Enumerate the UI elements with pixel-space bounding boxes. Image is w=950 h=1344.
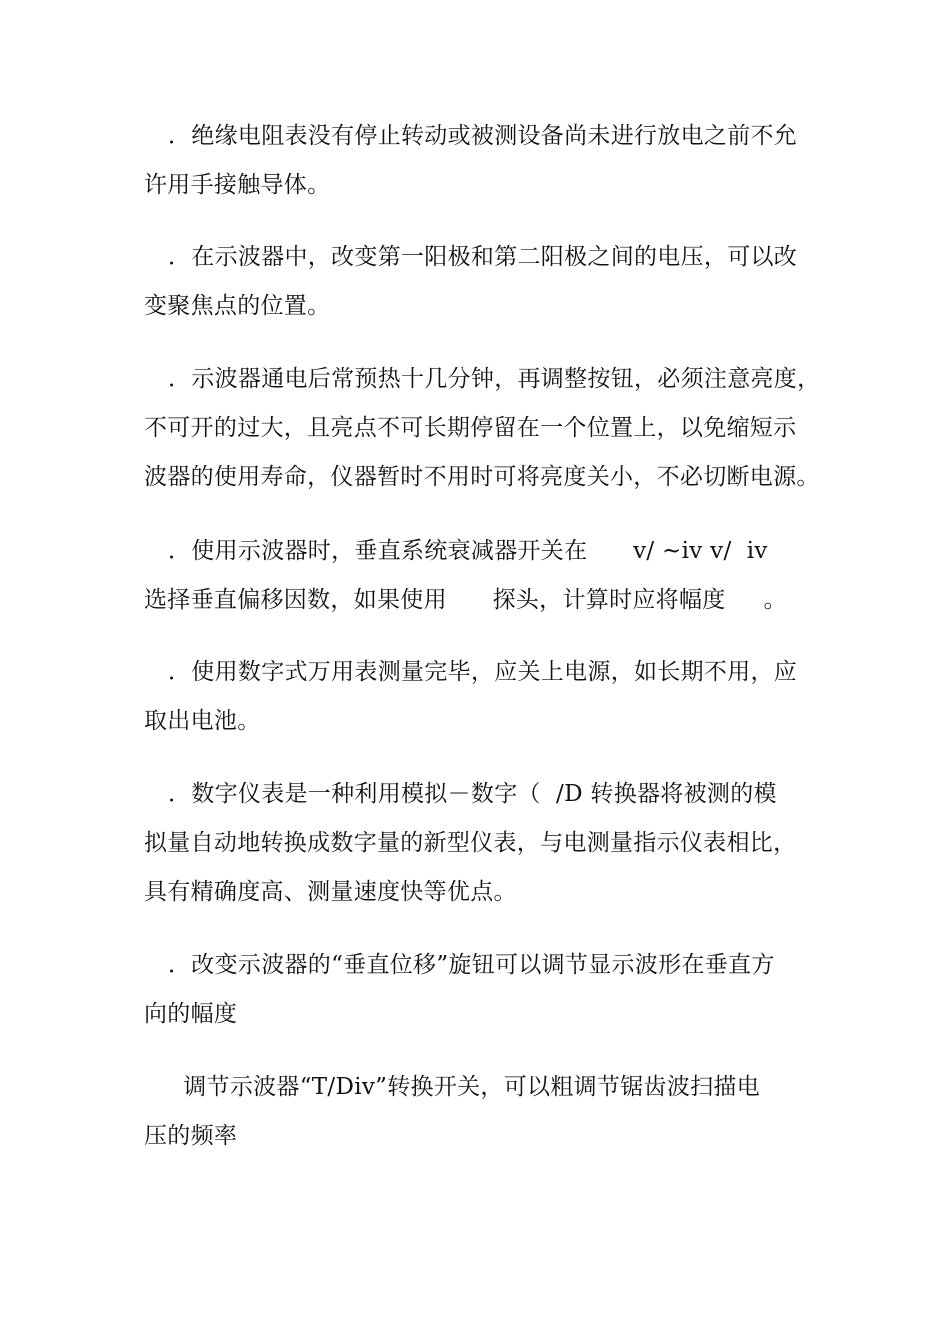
text-line: ．数字仪表是一种利用模拟－数字（ /D 转换器将被测的模 (168, 781, 777, 807)
text-line: 压的频率 (144, 1123, 238, 1149)
text-line: 取出电池。 (144, 708, 261, 734)
text-line: 具有精确度高、测量速度快等优点。 (144, 879, 517, 905)
text-line: ．使用数字式万用表测量完毕，应关上电源，如长期不用，应 (168, 659, 798, 685)
text-line: 拟量自动地转换成数字量的新型仪表，与电测量指示仪表相比， (144, 830, 797, 856)
text-line: 许用手接触导体。 (144, 172, 331, 198)
text-line: ．在示波器中，改变第一阳极和第二阳极之间的电压，可以改 (168, 244, 798, 270)
text-line: 变聚焦点的位置。 (144, 293, 331, 319)
text-line: 不可开的过大，且亮点不可长期停留在一个位置上，以免缩短示 (144, 415, 797, 441)
text-line: ．改变示波器的“垂直位移”旋钮可以调节显示波形在垂直方 (168, 952, 775, 978)
text-line: ．示波器通电后常预热十几分钟，再调整按钮，必须注意亮度， (168, 366, 821, 392)
text-line: ．绝缘电阻表没有停止转动或被测设备尚未进行放电之前不允 (168, 123, 798, 149)
text-line: 调节示波器“T/Div”转换开关，可以粗调节锯齿波扫描电 (168, 1074, 761, 1100)
text-line: ．使用示波器时，垂直系统衰减器开关在 v/ ~iv v/ iv (168, 538, 768, 564)
text-line: 向的幅度 (144, 1001, 238, 1027)
text-line: 选择垂直偏移因数，如果使用 探头，计算时应将幅度 。 (144, 587, 787, 613)
text-line: 波器的使用寿命，仪器暂时不用时可将亮度关小，不必切断电源。 (144, 464, 820, 490)
